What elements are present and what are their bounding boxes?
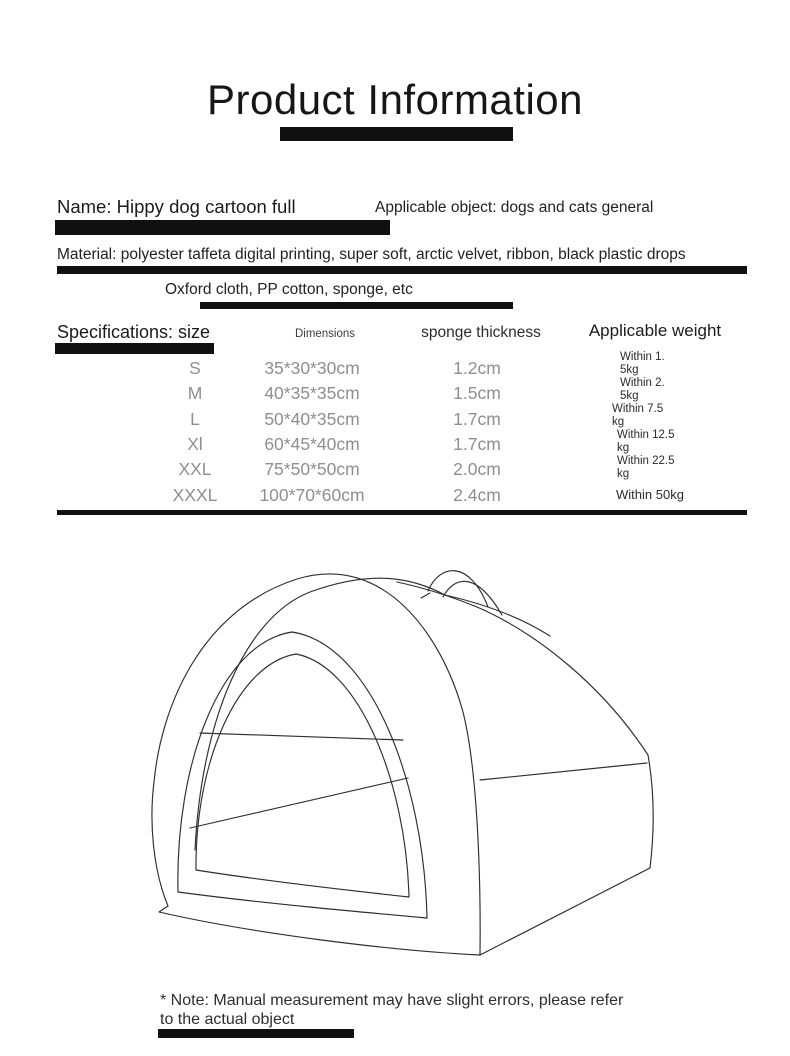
table-cell-size: XXL xyxy=(178,459,212,479)
spec-table-header-dimensions: Dimensions xyxy=(294,328,356,340)
weight-line: kg xyxy=(617,441,630,454)
spec-table-header-weight: Applicable weight xyxy=(588,321,722,340)
table-cell-weight xyxy=(617,455,675,480)
table-cell-size: S xyxy=(189,358,201,378)
table-cell-thickness: 1.7cm xyxy=(453,434,501,454)
door-frame-bottom xyxy=(178,892,427,918)
table-cell-thickness: 2.4cm xyxy=(453,485,501,505)
weight-line: 5kg xyxy=(620,389,639,402)
table-cell-dimensions: 100*70*60cm xyxy=(259,485,365,505)
table-cell-dimensions: 75*50*50cm xyxy=(264,459,360,479)
spec-table-header-size: Specifications: size xyxy=(57,322,211,342)
table-underline-bar xyxy=(57,510,747,515)
front-dome-outline xyxy=(152,574,480,955)
weight-line: Within 22.5 xyxy=(617,455,675,467)
front-base xyxy=(159,906,480,955)
weight-line: Within 7.5 xyxy=(612,403,664,415)
table-cell-dimensions: 40*35*35cm xyxy=(264,383,360,403)
right-edge xyxy=(648,755,653,868)
note-line-1: * Note: Manual measurement may have slight errors, please refer xyxy=(160,992,624,1009)
spec-table-header-thickness: sponge thickness xyxy=(421,324,541,341)
product-name: Name: Hippy dog cartoon full xyxy=(57,196,296,217)
weight-line: Within 1. xyxy=(620,351,665,363)
table-cell-weight xyxy=(616,489,684,502)
weight-line: kg xyxy=(617,467,630,480)
interior-lower-line xyxy=(190,778,408,828)
roof-edge xyxy=(397,582,648,755)
weight-line: Within 12.5 xyxy=(617,429,675,441)
spec-highlight-bar xyxy=(55,343,214,354)
table-cell-dimensions: 35*30*30cm xyxy=(264,358,360,378)
note-line-2: to the actual object xyxy=(160,1011,295,1028)
table-cell-weight xyxy=(620,351,665,376)
table-cell-thickness: 1.7cm xyxy=(453,409,501,429)
table-cell-size: Xl xyxy=(187,434,203,454)
pet-house-line-drawing xyxy=(145,550,705,990)
weight-line: Within 50kg xyxy=(616,487,684,502)
table-cell-size: L xyxy=(190,409,200,429)
door-opening-bottom xyxy=(196,870,409,897)
note-highlight-bar xyxy=(158,1029,354,1038)
material2-highlight-bar xyxy=(200,302,513,309)
table-cell-weight xyxy=(620,377,665,402)
dome-inner-line xyxy=(195,578,550,850)
material-line-1: Material: polyester taffeta digital printing, super soft, arctic velvet, ribbon, black plastic drops xyxy=(57,246,686,263)
handle-base-tick xyxy=(421,593,430,598)
material-highlight-bar xyxy=(57,266,747,274)
table-cell-dimensions: 60*45*40cm xyxy=(264,434,360,454)
door-opening-arc xyxy=(196,654,409,897)
table-cell-thickness: 2.0cm xyxy=(453,459,501,479)
weight-line: 5kg xyxy=(620,363,639,376)
interior-upper-line xyxy=(200,733,403,740)
table-cell-weight xyxy=(617,429,675,454)
weight-line: Within 2. xyxy=(620,377,665,389)
title-highlight-bar xyxy=(280,127,513,141)
table-cell-size: M xyxy=(187,383,203,403)
weight-line: kg xyxy=(612,415,625,428)
table-cell-weight xyxy=(612,403,663,428)
table-cell-size: XXXL xyxy=(172,485,218,505)
handle-outer-arc xyxy=(428,571,488,607)
page-title: Product Information xyxy=(206,76,583,123)
note-text xyxy=(160,991,790,1029)
name-highlight-bar xyxy=(55,220,390,235)
table-cell-dimensions: 50*40*35cm xyxy=(264,409,360,429)
table-cell-thickness: 1.2cm xyxy=(453,358,501,378)
table-cell-thickness: 1.5cm xyxy=(453,383,501,403)
applicable-object: Applicable object: dogs and cats general xyxy=(375,199,654,216)
bottom-right-edge xyxy=(480,868,650,955)
material-line-2: Oxford cloth, PP cotton, sponge, etc xyxy=(165,281,413,298)
handle-inner-arc xyxy=(443,581,502,615)
side-seam-line xyxy=(480,763,647,780)
